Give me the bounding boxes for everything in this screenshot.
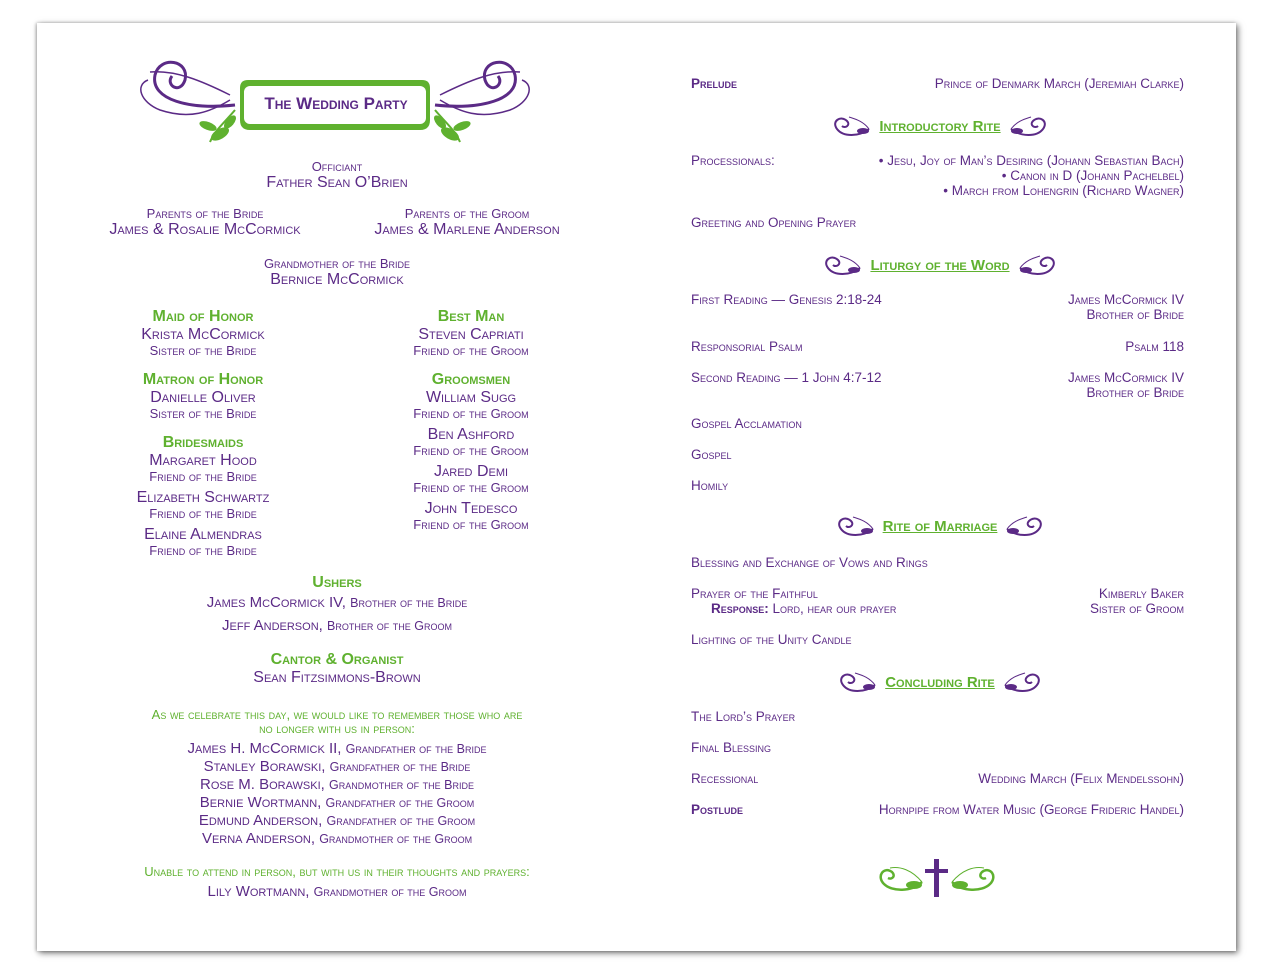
role-heading: Maid of Honor bbox=[152, 308, 254, 325]
concluding-rite-heading bbox=[800, 667, 1080, 697]
flourish-left-icon bbox=[835, 669, 877, 695]
memorial-name: Bernie Wortmann, bbox=[199, 794, 322, 811]
first-reading-row bbox=[691, 292, 1184, 322]
second-reader-relation: Brother of Bride bbox=[1086, 385, 1184, 400]
response-line bbox=[691, 601, 896, 616]
grandmother-name: Bernice McCormick bbox=[270, 271, 404, 288]
flourish-right-icon bbox=[1003, 669, 1045, 695]
section-heading-text: Introductory Rite bbox=[879, 117, 1001, 135]
liturgy-word-heading bbox=[800, 250, 1080, 280]
memorial-relation: Grandmother of the Groom bbox=[319, 832, 473, 846]
memorial-name: Verna Anderson, bbox=[201, 830, 316, 847]
prayer-leader: Kimberly Baker bbox=[1098, 586, 1184, 601]
prelude-label: Prelude bbox=[691, 76, 738, 91]
parents-groom-name: James & Marlene Anderson bbox=[374, 221, 560, 238]
processionals-label: Processionals: bbox=[691, 153, 775, 168]
first-reader-block bbox=[1068, 292, 1184, 322]
recessional-value: Wedding March (Felix Mendelssohn) bbox=[978, 771, 1184, 786]
flourish-right-icon bbox=[1009, 113, 1051, 139]
parents-bride-label: Parents of the Bride bbox=[146, 206, 264, 221]
second-reading: Second Reading — 1 John 4:7-12 bbox=[691, 370, 882, 385]
usher-line bbox=[137, 617, 537, 635]
unable-intro: Unable to attend in person, but with us in their thoughts and prayers: bbox=[144, 864, 530, 879]
prelude-value: Prince of Denmark March (Jeremiah Clarke) bbox=[934, 76, 1184, 91]
unable-block bbox=[62, 865, 612, 901]
unable-name: Lily Wortmann, bbox=[207, 883, 310, 900]
cantor-block bbox=[137, 651, 537, 687]
prayer-faithful-block bbox=[691, 586, 896, 616]
psalm-value: Psalm 118 bbox=[1125, 339, 1184, 354]
parents-bride-name: James & Rosalie McCormick bbox=[109, 221, 301, 238]
rite-marriage-heading bbox=[800, 511, 1080, 541]
grandmother-label: Grandmother of the Bride bbox=[263, 256, 411, 271]
party-member-name: Ben Ashford bbox=[427, 426, 515, 443]
second-reading-row bbox=[691, 370, 1184, 400]
usher-name: James McCormick IV, bbox=[206, 594, 346, 611]
role-heading: Bridesmaids bbox=[162, 434, 244, 451]
remembrance-block bbox=[87, 708, 587, 848]
flourish-right-icon bbox=[1018, 252, 1060, 278]
flourish-left-icon bbox=[829, 113, 871, 139]
usher-relation: Brother of the Groom bbox=[326, 619, 452, 633]
postlude-row bbox=[691, 802, 1184, 817]
memorial-item bbox=[87, 740, 587, 758]
party-member-relation: Friend of the Bride bbox=[149, 543, 257, 558]
wedding-party-title: The Wedding Party bbox=[264, 94, 408, 113]
greeting-line: Greeting and Opening Prayer bbox=[691, 215, 857, 230]
party-member-relation: Sister of the Bride bbox=[149, 406, 257, 421]
party-member-relation: Friend of the Groom bbox=[413, 517, 529, 532]
first-reading: First Reading — Genesis 2:18-24 bbox=[691, 292, 882, 307]
gospel-acclamation: Gospel Acclamation bbox=[691, 416, 802, 431]
processional-item: • Canon in D (Johann Pachelbel) bbox=[1001, 168, 1184, 183]
party-member-relation: Friend of the Groom bbox=[413, 406, 529, 421]
party-member-name: John Tedesco bbox=[424, 500, 518, 517]
ushers-block bbox=[137, 574, 537, 635]
role-heading: Matron of Honor bbox=[142, 371, 264, 388]
memorial-item bbox=[87, 830, 587, 848]
prayer-leader-block bbox=[1090, 586, 1184, 616]
memorial-item bbox=[87, 794, 587, 812]
prayer-faithful-row bbox=[691, 586, 1184, 616]
party-member-name: Steven Capriati bbox=[418, 326, 524, 343]
processionals-block bbox=[691, 153, 1184, 198]
groom-side-column bbox=[371, 308, 571, 531]
memorial-list bbox=[87, 740, 587, 848]
party-member-name: Krista McCormick bbox=[141, 326, 265, 343]
memorial-item bbox=[87, 812, 587, 830]
party-member-relation: Friend of the Groom bbox=[413, 343, 529, 358]
processional-item: • Jesu, Joy of Man’s Desiring (Johann Sebastian Bach) bbox=[878, 153, 1184, 168]
section-heading-text: Rite of Marriage bbox=[882, 517, 998, 535]
parents-groom-label: Parents of the Groom bbox=[404, 206, 530, 221]
memorial-name: Stanley Borawski, bbox=[203, 758, 326, 775]
prayer-leader-relation: Sister of Groom bbox=[1089, 601, 1184, 616]
prelude-row bbox=[691, 76, 1184, 91]
role-heading: Best Man bbox=[437, 308, 505, 325]
ushers-heading: Ushers bbox=[312, 574, 362, 591]
party-member-name: Margaret Hood bbox=[149, 452, 257, 469]
section-heading-text: Liturgy of the Word bbox=[870, 256, 1010, 274]
parents-bride-block bbox=[80, 207, 330, 239]
response-value: Lord, hear our prayer bbox=[772, 601, 897, 616]
party-member-relation: Friend of the Groom bbox=[413, 480, 529, 495]
first-reader-relation: Brother of Bride bbox=[1086, 307, 1184, 322]
remembrance-intro-2: no longer with us in person: bbox=[259, 721, 415, 736]
memorial-relation: Grandmother of the Bride bbox=[328, 778, 474, 792]
vows-line: Blessing and Exchange of Vows and Rings bbox=[691, 555, 928, 570]
prayer-faithful: Prayer of the Faithful bbox=[691, 586, 818, 601]
intro-rite-heading bbox=[800, 111, 1080, 141]
first-reader: James McCormick IV bbox=[1067, 292, 1184, 307]
processional-item: • March from Lohengrin (Richard Wagner) bbox=[943, 183, 1184, 198]
role-heading: Groomsmen bbox=[431, 371, 511, 388]
usher-relation: Brother of the Bride bbox=[350, 596, 468, 610]
party-member-name: Elizabeth Schwartz bbox=[136, 489, 270, 506]
memorial-name: James H. McCormick II, bbox=[187, 740, 342, 757]
memorial-relation: Grandfather of the Groom bbox=[326, 814, 476, 828]
party-member-relation: Sister of the Bride bbox=[149, 343, 257, 358]
homily: Homily bbox=[691, 478, 729, 493]
memorial-name: Edmund Anderson, bbox=[198, 812, 323, 829]
unity-candle: Lighting of the Unity Candle bbox=[691, 632, 852, 647]
memorial-relation: Grandfather of the Bride bbox=[329, 760, 471, 774]
flourish-right-icon bbox=[1005, 513, 1047, 539]
psalm-row bbox=[691, 339, 1184, 354]
postlude-label: Postlude bbox=[691, 802, 744, 817]
second-reader: James McCormick IV bbox=[1067, 370, 1184, 385]
unable-item bbox=[62, 883, 612, 901]
party-member-name: Danielle Oliver bbox=[150, 389, 256, 406]
memorial-name: Rose M. Borawski, bbox=[200, 776, 325, 793]
cantor-name: Sean Fitzsimmons-Brown bbox=[253, 669, 421, 686]
bride-side-column bbox=[103, 308, 303, 557]
officiant-block bbox=[237, 160, 437, 192]
usher-name: Jeff Anderson, bbox=[222, 617, 323, 634]
parents-groom-block bbox=[347, 207, 587, 239]
usher-line bbox=[137, 594, 537, 612]
final-blessing: Final Blessing bbox=[691, 740, 772, 755]
grandmother-block bbox=[212, 257, 462, 289]
recessional-row bbox=[691, 771, 1184, 786]
memorial-relation: Grandfather of the Groom bbox=[325, 796, 475, 810]
second-reader-block bbox=[1068, 370, 1184, 400]
remembrance-intro: As we celebrate this day, we would like to remember those who are bbox=[151, 707, 523, 722]
memorial-item bbox=[87, 776, 587, 794]
party-member-name: William Sugg bbox=[425, 389, 517, 406]
flourish-left-icon bbox=[833, 513, 875, 539]
party-member-relation: Friend of the Bride bbox=[149, 506, 257, 521]
party-member-name: Jared Demi bbox=[433, 463, 509, 480]
party-member-name: Elaine Almendras bbox=[144, 526, 262, 543]
flourish-left-icon bbox=[820, 252, 862, 278]
processional-row bbox=[691, 153, 1184, 168]
section-heading-text: Concluding Rite bbox=[885, 673, 995, 691]
party-member-relation: Friend of the Groom bbox=[413, 443, 529, 458]
gospel: Gospel bbox=[691, 447, 732, 462]
memorial-item bbox=[87, 758, 587, 776]
unable-relation: Grandmother of the Groom bbox=[313, 885, 467, 899]
party-member-relation: Friend of the Bride bbox=[149, 469, 257, 484]
psalm-label: Responsorial Psalm bbox=[691, 339, 803, 354]
officiant-label: Officiant bbox=[311, 159, 363, 174]
lords-prayer: The Lord’s Prayer bbox=[691, 709, 796, 724]
officiant-name: Father Sean O’Brien bbox=[266, 174, 408, 191]
cantor-heading: Cantor & Organist bbox=[270, 651, 404, 668]
cross-ornament-icon bbox=[872, 856, 1002, 900]
response-label: Response: bbox=[711, 601, 769, 616]
memorial-relation: Grandfather of the Bride bbox=[345, 742, 487, 756]
postlude-value: Hornpipe from Water Music (George Frideric Handel) bbox=[878, 802, 1184, 817]
recessional-label: Recessional bbox=[691, 771, 759, 786]
